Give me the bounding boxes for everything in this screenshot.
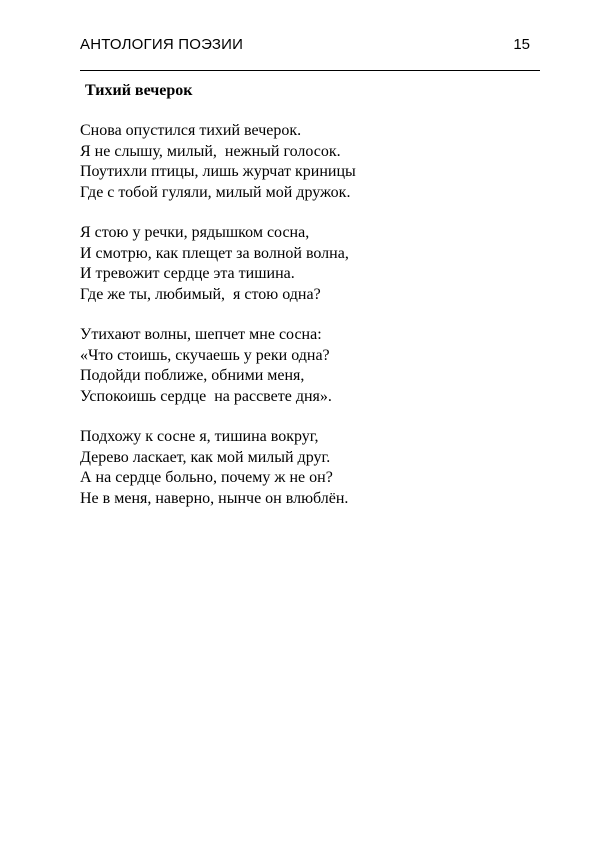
page-header — [80, 34, 540, 71]
stanza-2 — [80, 223, 540, 305]
stanza-4 — [80, 427, 540, 509]
header-title: АНТОЛОГИЯ ПОЭЗИИ — [80, 36, 244, 53]
poem — [80, 81, 540, 529]
poem-line: Поутихли птицы, лишь журчат криницы — [80, 163, 356, 180]
stanza-3 — [80, 325, 540, 407]
poem-line: Снова опустился тихий вечерок. — [80, 122, 302, 139]
poem-line: Я стою у речки, рядышком сосна, — [80, 224, 310, 241]
poem-line: Утихают волны, шепчет мне сосна: — [80, 326, 322, 343]
poem-line: Подхожу к сосне я, тишина вокруг, — [80, 428, 319, 445]
poem-title: Тихий вечерок — [85, 82, 193, 99]
poem-line: Я не слышу, милый, нежный голосок. — [80, 142, 341, 160]
poem-line: И тревожит сердце эта тишина. — [80, 265, 295, 282]
poem-line: Успокоишь сердце на рассвете дня». — [80, 387, 332, 405]
poem-line: Не в меня, наверно, нынче он влюблён. — [80, 489, 349, 507]
poem-line: Где же ты, любимый, я стою одна? — [80, 285, 321, 303]
page-number: 15 — [513, 36, 530, 53]
poem-line: Где с тобой гуляли, милый мой дружок. — [80, 183, 351, 201]
poem-line: Дерево ласкает, как мой милый друг. — [80, 448, 331, 466]
poem-line: Подойди поближе, обними меня, — [80, 367, 305, 384]
poem-line: И смотрю, как плещет за волной волна, — [80, 244, 349, 262]
poem-line: «Что стоишь, скучаешь у реки одна? — [80, 346, 330, 364]
poem-line: А на сердце больно, почему ж не он? — [80, 469, 333, 486]
stanza-1 — [80, 121, 540, 203]
